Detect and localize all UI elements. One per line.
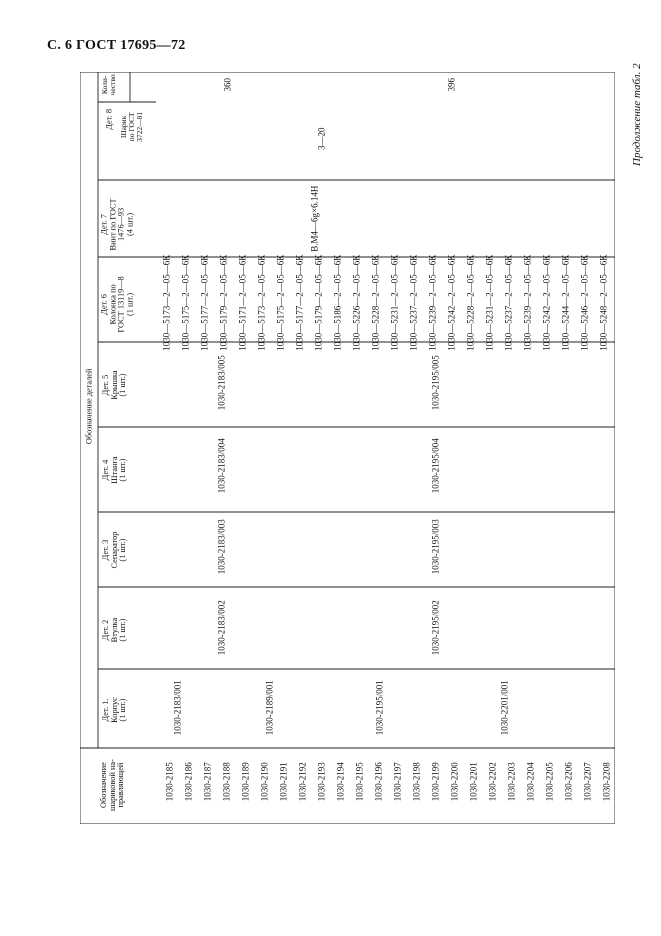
parts-table — [80, 72, 615, 824]
row-designation: 1030-2202 — [487, 762, 498, 802]
det1-value: 1030-2201/001 — [499, 680, 510, 736]
header-det2: Дет. 2 Втулка (1 шт.) — [100, 617, 128, 643]
det6-value: 1030—5239—2—05—6К — [427, 254, 438, 351]
det1-value: 1030-2189/001 — [264, 680, 275, 736]
det6-value: 1030—5239—2—05—6К — [522, 254, 533, 351]
det6-value: 1030—5171—2—05—6К — [237, 254, 248, 351]
row-designation: 1030-2208 — [601, 762, 612, 802]
det6-value: 1030—5237—2—05—6К — [503, 254, 514, 351]
row-designation: 1030-2189 — [240, 762, 251, 802]
row-designation: 1030-2188 — [221, 762, 232, 802]
det4-value: 1030-2195/004 — [430, 438, 441, 494]
det6-value: 1030—5186—2—05—6К — [332, 254, 343, 351]
row-designation: 1030-2186 — [183, 762, 194, 802]
row-designation: 1030-2200 — [449, 762, 460, 802]
row-designation: 1030-2207 — [582, 762, 593, 802]
det6-value: 1030—5175—2—05—6К — [275, 254, 286, 351]
row-designation: 1030-2206 — [563, 762, 574, 802]
row-designation: 1030-2204 — [525, 762, 536, 802]
row-designation: 1030-2199 — [430, 762, 441, 802]
row-designation: 1030-2190 — [259, 762, 270, 802]
det6-value: 1030—5231—2—05—6К — [389, 254, 400, 351]
det2-value: 1030-2195/002 — [430, 600, 441, 656]
row-designation: 1030-2203 — [506, 762, 517, 802]
continuation-label: Продолжение табл. 2 — [631, 63, 643, 166]
det3-value: 1030-2195/003 — [430, 519, 441, 575]
row-designation: 1030-2187 — [202, 762, 213, 802]
det6-value: 1030—5177—2—05—6К — [294, 254, 305, 351]
header-det1: Дет. 1. Корпус (1 шт.) — [100, 697, 128, 723]
header-det4: Дет. 4 Штанга (1 шт.) — [100, 456, 128, 484]
det5-value: 1030-2183/005 — [216, 355, 227, 411]
det6-value: 1030—5242—2—05—6К — [446, 254, 457, 351]
det6-value: 1030—5179—2—05—6К — [218, 254, 229, 351]
row-designation: 1030-2195 — [354, 762, 365, 802]
header-group: Обозначение деталей — [84, 368, 94, 445]
header-ball: Шарик по ГОСТ 3722—81 — [119, 111, 144, 142]
table-grid — [80, 72, 615, 824]
row-designation: 1030-2191 — [278, 762, 289, 802]
page-header: С. 6 ГОСТ 17695—72 — [47, 38, 186, 53]
det4-value: 1030-2183/004 — [216, 438, 227, 494]
det3-value: 1030-2183/003 — [216, 519, 227, 575]
det6-value: 1030—5226—2—05—6К — [351, 254, 362, 351]
header-det6: Дет. 6 Колонка по ГОСТ 13119—8 (1 шт.) — [99, 276, 135, 333]
header-det3: Дет. 3 Сепаратор (1 шт.) — [100, 531, 128, 569]
header-det5: Дет. 5 Крышка (1 шт.) — [100, 370, 128, 400]
row-designation: 1030-2185 — [164, 762, 175, 802]
det6-value: 1030—5177—2—05—6К — [199, 254, 210, 351]
row-designation: 1030-2193 — [316, 762, 327, 802]
row-designation: 1030-2205 — [544, 762, 555, 802]
det1-value: 1030-2195/001 — [374, 680, 385, 736]
det6-value: 1030—5173—2—05—6К — [256, 254, 267, 351]
qty-value: 360 — [222, 77, 233, 92]
row-designation: 1030-2201 — [468, 762, 479, 802]
det6-value: 1030—5228—2—05—6К — [370, 254, 381, 351]
det1-value: 1030-2183/001 — [172, 680, 183, 736]
row-designation: 1030-2192 — [297, 762, 308, 802]
det6-value: 1030—5242—2—05—6К — [541, 254, 552, 351]
det6-value: 1030—5244—2—05—6К — [560, 254, 571, 351]
det6-value: 1030—5248—2—05—6К — [598, 254, 609, 351]
row-designation: 1030-2198 — [411, 762, 422, 802]
header-designation: Обозначение шариковой на- правляющей — [98, 759, 126, 811]
header-det7: Дет. 7 Винт по ГОСТ 1476—93 (4 шт.) — [99, 198, 135, 251]
det5-value: 1030-2195/005 — [430, 355, 441, 411]
det6-value: 1030—5173—2—05—6К — [161, 254, 172, 351]
det6-value: 1030—5231—2—05—6К — [484, 254, 495, 351]
det2-value: 1030-2183/002 — [216, 600, 227, 656]
det6-value: 1030—5175—2—05—6К — [180, 254, 191, 351]
det7-value: В.М4—6g×6.14Н — [309, 185, 320, 252]
det6-value: 1030—5246—2—05—6К — [579, 254, 590, 351]
qty-value: 396 — [446, 77, 457, 92]
header-qty: Коли- чество — [100, 74, 117, 96]
header-det8: Дет. 8 — [104, 108, 114, 130]
row-designation: 1030-2194 — [335, 762, 346, 802]
det6-value: 1030—5179—2—05—6К — [313, 254, 324, 351]
det6-value: 1030—5237—2—05—6К — [408, 254, 419, 351]
row-designation: 1030-2197 — [392, 762, 403, 802]
ball-value: 3—20 — [316, 127, 327, 150]
row-designation: 1030-2196 — [373, 762, 384, 802]
det6-value: 1030—5228—2—05—6К — [465, 254, 476, 351]
